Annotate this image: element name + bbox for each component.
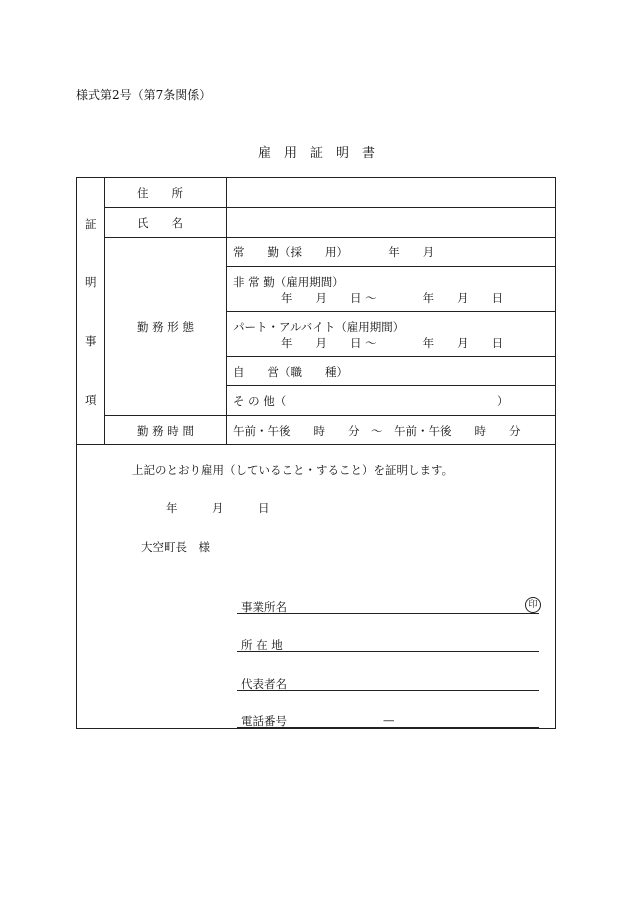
phone-line[interactable] xyxy=(237,727,539,728)
representative-line[interactable] xyxy=(237,690,539,691)
certification-statement: 上記のとおり雇用（していること・すること）を証明します。 xyxy=(132,463,454,477)
name-value-cell[interactable] xyxy=(228,209,554,236)
document-title: 雇 用 証 明 書 xyxy=(258,146,376,161)
side-label-3: 事 xyxy=(85,334,97,348)
option-parttime-regular-period: 年 月 日 ～ 年 月 日 xyxy=(281,291,504,305)
option-other[interactable]: そ の 他（ xyxy=(233,394,287,408)
option-self-employed[interactable]: 自 営（職 種） xyxy=(233,365,348,379)
work-hours-label: 勤 務 時 間 xyxy=(137,424,194,438)
location-line[interactable] xyxy=(237,651,539,652)
recipient: 大空町長 様 xyxy=(141,540,210,554)
seal-mark: 印 xyxy=(525,597,541,613)
side-label-1: 証 xyxy=(85,217,97,231)
business-name-label: 事業所名 xyxy=(241,600,287,614)
employment-type-label: 勤 務 形 態 xyxy=(137,320,194,334)
phone-separator: — xyxy=(383,713,395,727)
form-number: 様式第2号（第7条関係） xyxy=(76,88,212,102)
side-label-4: 項 xyxy=(85,393,97,407)
option-part-arbeit[interactable]: パート・アルバイト（雇用期間） xyxy=(233,320,405,334)
phone-label: 電話番号 xyxy=(241,714,287,728)
certificate-table xyxy=(76,177,556,729)
option-fulltime[interactable]: 常 勤（採 用） 年 月 xyxy=(233,245,435,259)
business-name-line[interactable] xyxy=(237,613,539,614)
name-label: 氏 名 xyxy=(137,216,183,230)
location-label: 所 在 地 xyxy=(241,638,283,652)
work-hours-value[interactable]: 午前・午後 時 分 ～ 午前・午後 時 分 xyxy=(233,424,521,438)
address-label: 住 所 xyxy=(137,186,183,200)
option-part-arbeit-period: 年 月 日 ～ 年 月 日 xyxy=(281,336,504,350)
representative-label: 代表者名 xyxy=(241,677,287,691)
side-label-2: 明 xyxy=(85,275,97,289)
option-parttime-regular[interactable]: 非 常 勤（雇用期間） xyxy=(233,275,344,289)
option-other-close: ） xyxy=(497,394,509,408)
address-value-cell[interactable] xyxy=(228,179,554,206)
certification-date[interactable]: 年 月 日 xyxy=(166,501,270,515)
